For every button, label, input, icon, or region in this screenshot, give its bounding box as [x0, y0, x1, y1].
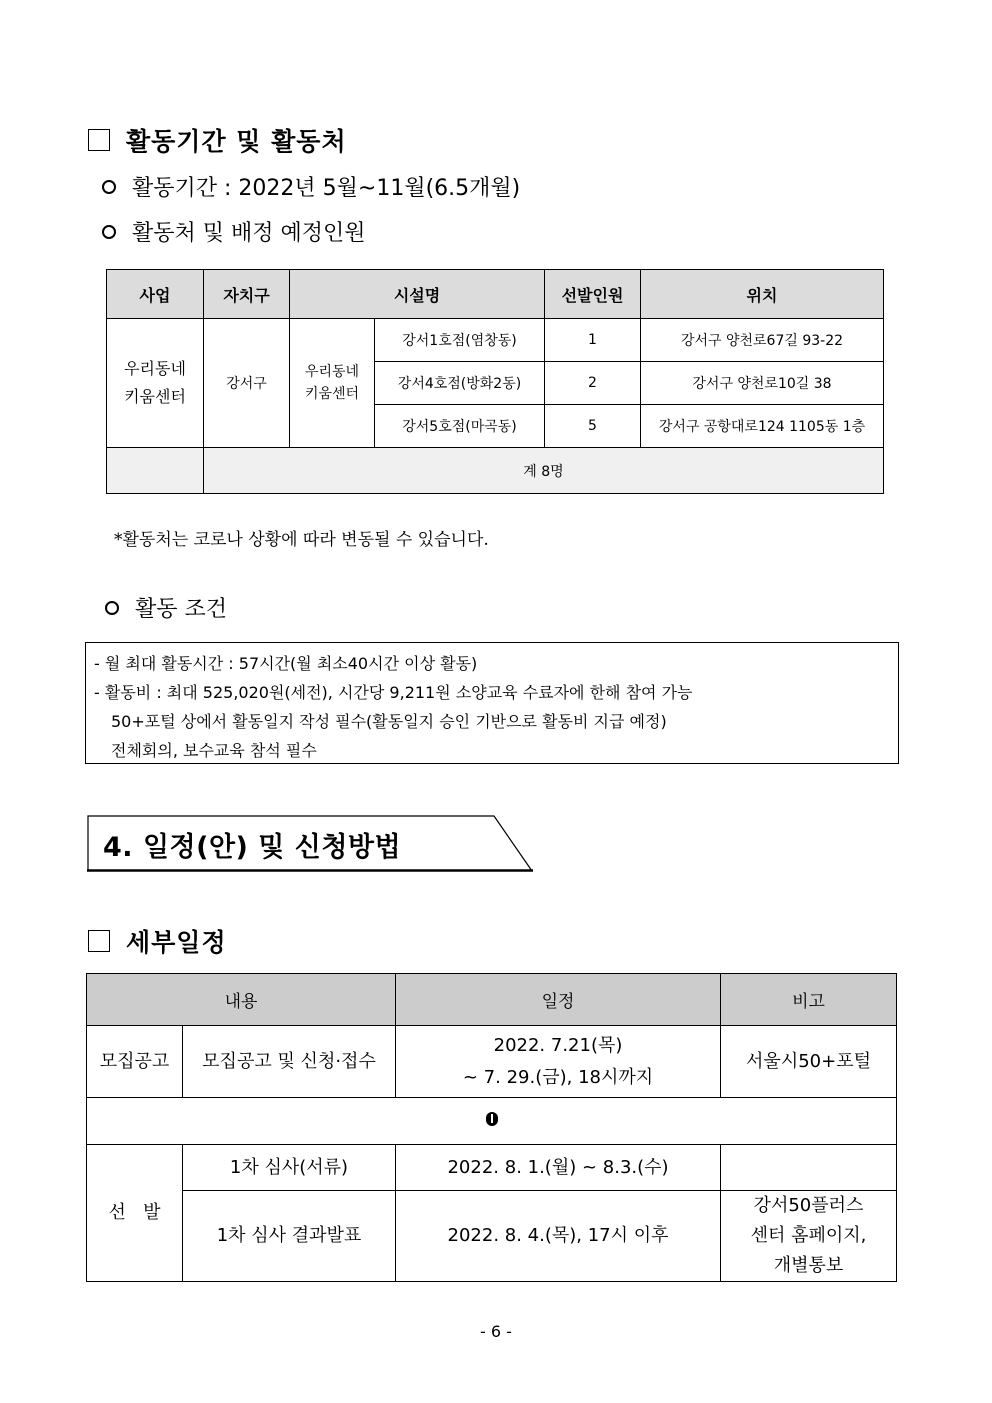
count-cell: 2 — [545, 362, 641, 405]
arrow-row — [87, 1098, 897, 1145]
selection-item-cell: 1차 심사 결과발표 — [183, 1191, 396, 1282]
note-text: *활동처는 코로나 상황에 따라 변동될 수 있습니다. — [114, 530, 489, 550]
facility-table — [106, 269, 884, 494]
header-program: 사업 — [107, 270, 204, 319]
checkbox-square-icon — [88, 129, 110, 151]
district-cell: 강서구 — [204, 319, 290, 448]
recruit-remark-cell: 서울시50+포털 — [721, 1026, 897, 1098]
total-row — [107, 448, 884, 494]
header-facility: 시설명 — [290, 270, 545, 319]
remark-line: 센터 홈페이지, — [750, 1225, 867, 1246]
chapter-title: 4. 일정(안) 및 신청방법 — [103, 832, 402, 863]
condition-line: 전체회의, 보수교육 참석 필수 — [111, 741, 317, 760]
condition-line: 50+포털 상에서 활동일지 작성 필수(활동일지 승인 기반으로 활동비 지급 예정) — [111, 712, 667, 731]
selection-item-cell: 1차 심사(서류) — [183, 1145, 396, 1191]
selection-remark-cell — [721, 1145, 897, 1191]
program-cell: 우리동네 키움센터 — [107, 319, 204, 448]
activity-places-line — [102, 216, 366, 247]
circle-bullet-icon — [102, 225, 116, 239]
table-row — [87, 1145, 897, 1191]
header-count: 선발인원 — [545, 270, 641, 319]
date-line: ~ 7. 29.(금), 18시까지 — [462, 1066, 654, 1088]
location-cell: 강서구 공항대로124 1105동 1층 — [641, 405, 884, 448]
facility-name-cell: 강서4호점(방화2동) — [375, 362, 545, 405]
selection-remark-cell — [721, 1191, 897, 1282]
count-cell: 5 — [545, 405, 641, 448]
recruit-date-cell — [396, 1026, 721, 1098]
down-arrow-icon — [486, 1112, 498, 1126]
table-row — [107, 319, 884, 362]
activity-places-text: 활동처 및 배정 예정인원 — [132, 221, 366, 246]
section-heading-text: 세부일정 — [126, 928, 227, 957]
conditions-box — [85, 642, 899, 764]
table-header-row — [87, 974, 897, 1026]
selection-date-cell: 2022. 8. 4.(목), 17시 이후 — [396, 1191, 721, 1282]
total-cell: 계 8명 — [204, 448, 884, 494]
recruit-category-cell: 모집공고 — [87, 1026, 183, 1098]
table-header-row — [107, 270, 884, 319]
conditions-heading-text: 활동 조건 — [135, 597, 228, 622]
count-cell: 1 — [545, 319, 641, 362]
page-number: - 6 - — [480, 1322, 512, 1341]
section-heading-schedule — [88, 923, 227, 959]
activity-period-text: 활동기간 : 2022년 5월~11월(6.5개월) — [132, 176, 521, 201]
header-schedule: 일정 — [396, 974, 721, 1026]
condition-line: - 활동비 : 최대 525,020원(세전), 시간당 9,211원 소양교육 수료자에 한해 참여 가능 — [94, 683, 693, 702]
remark-line: 강서50플러스 — [753, 1195, 864, 1216]
location-cell: 강서구 양천로10길 38 — [641, 362, 884, 405]
schedule-table — [86, 973, 897, 1282]
selection-category-cell: 선 발 — [87, 1145, 183, 1282]
header-district: 자치구 — [204, 270, 290, 319]
facility-group-cell: 우리동네 키움센터 — [290, 319, 375, 448]
header-remark: 비고 — [721, 974, 897, 1026]
remark-line: 개별통보 — [773, 1255, 844, 1276]
condition-line: - 월 최대 활동시간 : 57시간(월 최소40시간 이상 활동) — [94, 654, 478, 673]
circle-bullet-icon — [105, 601, 119, 615]
checkbox-square-icon — [88, 930, 110, 952]
facility-name-cell: 강서5호점(마곡동) — [375, 405, 545, 448]
date-line: 2022. 7.21(목) — [493, 1034, 623, 1056]
section-heading-activity — [88, 122, 347, 158]
table-row — [87, 1191, 897, 1282]
header-location: 위치 — [641, 270, 884, 319]
activity-period-line — [102, 171, 520, 202]
circle-bullet-icon — [102, 180, 116, 194]
header-content: 내용 — [87, 974, 396, 1026]
conditions-heading — [105, 592, 227, 623]
selection-date-cell: 2022. 8. 1.(월) ~ 8.3.(수) — [396, 1145, 721, 1191]
location-cell: 강서구 양천로67길 93-22 — [641, 319, 884, 362]
recruit-item-cell: 모집공고 및 신청·접수 — [183, 1026, 396, 1098]
arrow-cell — [87, 1098, 897, 1145]
table-row — [87, 1026, 897, 1098]
facility-name-cell: 강서1호점(염창동) — [375, 319, 545, 362]
total-empty-cell — [107, 448, 204, 494]
section-heading-text: 활동기간 및 활동처 — [126, 127, 347, 156]
chapter-banner — [87, 815, 533, 872]
